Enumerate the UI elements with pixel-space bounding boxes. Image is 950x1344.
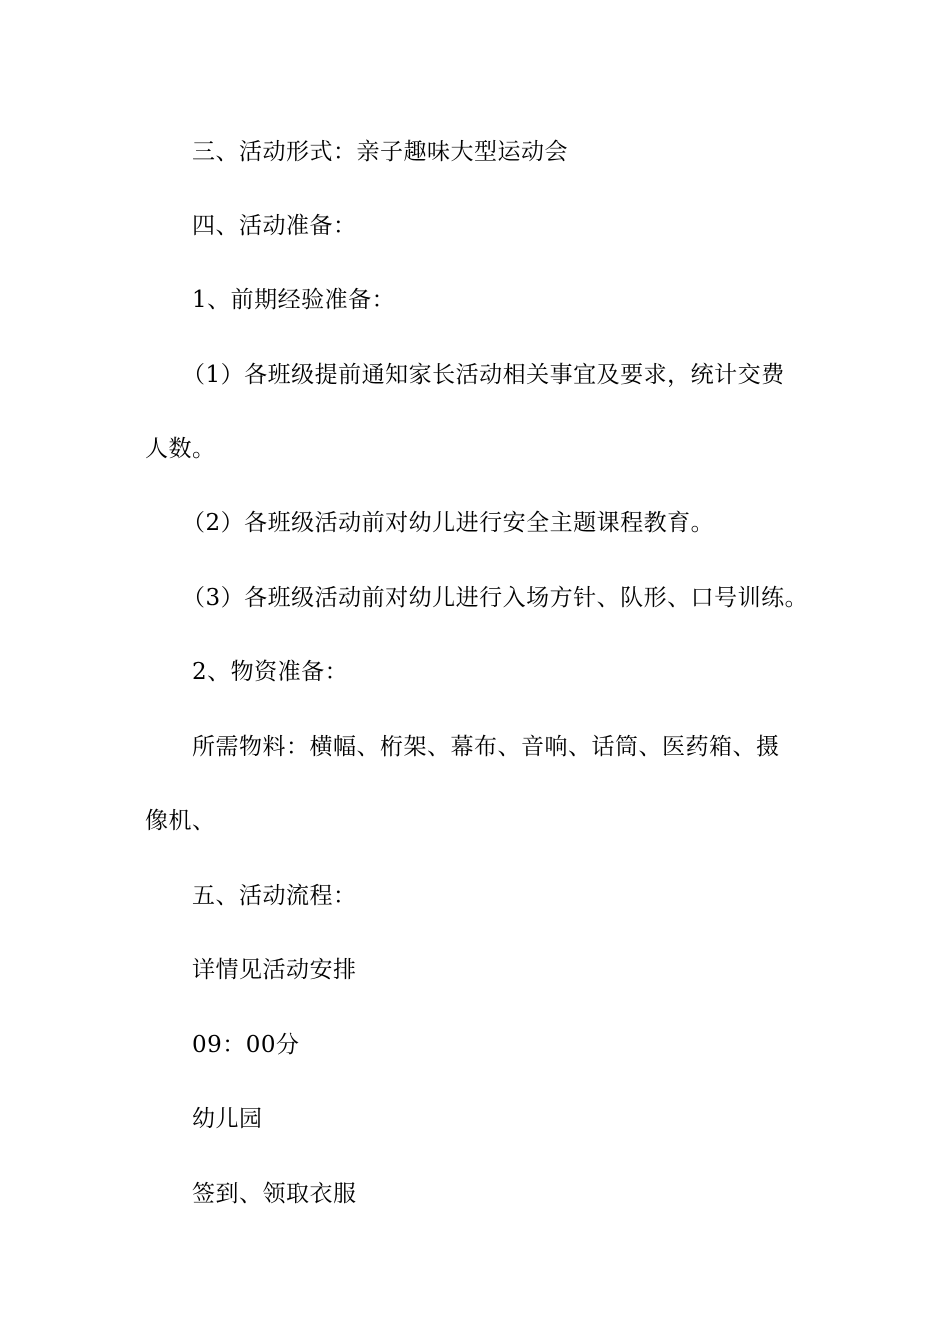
materials-paragraph: 所需物料：横幅、桁架、幕布、音响、话筒、医药箱、摄 [192,734,780,760]
materials-paragraph-continued: 像机、 [145,808,216,834]
subsection-1-heading: 1、前期经验准备： [192,287,396,313]
paragraph-item-3: （3）各班级活动前对幼儿进行入场方针、队形、口号训练。 [182,585,809,611]
paragraph-item-1: （1）各班级提前通知家长活动相关事宜及要求，统计交费 [182,362,785,388]
subsection-2-heading: 2、物资准备： [192,659,349,685]
section-3-heading: 三、活动形式：亲子趣味大型运动会 [192,139,568,165]
schedule-activity: 签到、领取衣服 [192,1181,357,1207]
schedule-note: 详情见活动安排 [192,957,357,983]
paragraph-item-2: （2）各班级活动前对幼儿进行安全主题课程教育。 [182,510,715,536]
section-4-heading: 四、活动准备： [192,213,357,239]
section-5-heading: 五、活动流程： [192,883,357,909]
schedule-location: 幼儿园 [192,1106,263,1132]
schedule-time: 09：00分 [192,1032,300,1058]
paragraph-item-1-continued: 人数。 [145,436,216,462]
